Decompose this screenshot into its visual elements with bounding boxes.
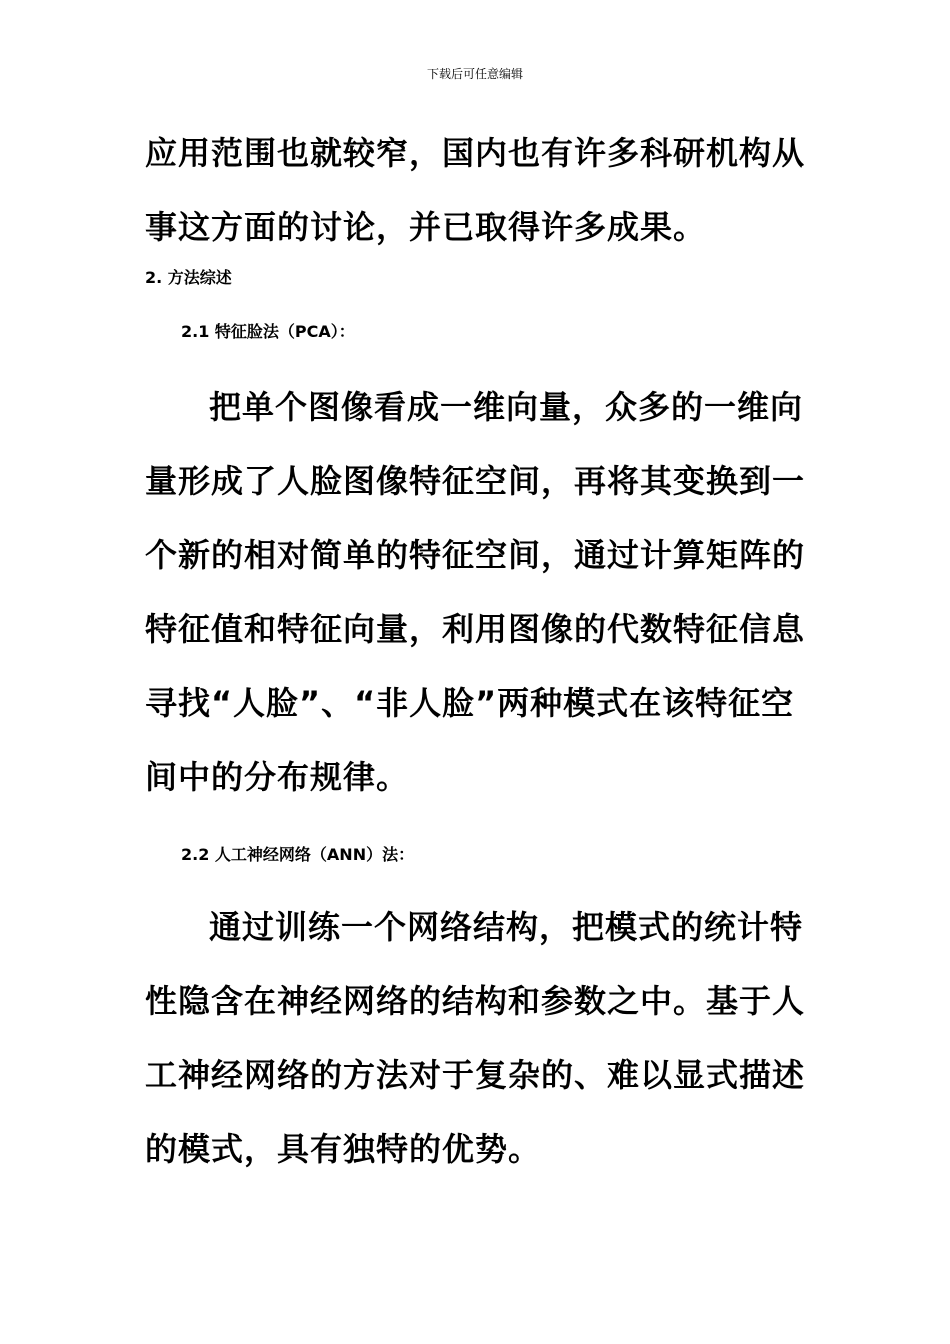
pca-text: 把单个图像看成一维向量，众多的一维向量形成了人脸图像特征空间，再将其变换到一个新的相对简单的特征空间，通过计算矩阵的特征值和特征向量，利用图像的代数特征信息寻找“人脸”、“非人脸”两种模式在该特征空间中的分布规律。: [145, 388, 806, 796]
ann-text: 通过训练一个网络结构，把模式的统计特性隐含在神经网络的结构和参数之中。基于人工神经网络的方法对于复杂的、难以显式描述的模式，具有独特的优势。: [145, 908, 806, 1168]
section-2-2-heading: 2.2 人工神经网络（ANN）法：: [181, 845, 415, 864]
section-2-1-heading: 2.1 特征脸法（PCA）：: [181, 322, 355, 341]
pca-paragraph: [145, 370, 810, 814]
page-header: 下载后可任意编辑: [426, 67, 523, 81]
section-2-heading: 2. 方法综述: [145, 268, 232, 287]
intro-paragraph: [145, 116, 810, 264]
ann-paragraph: [145, 890, 810, 1186]
intro-text: 应用范围也就较窄，国内也有许多科研机构从事这方面的讨论，并已取得许多成果。: [145, 134, 806, 246]
